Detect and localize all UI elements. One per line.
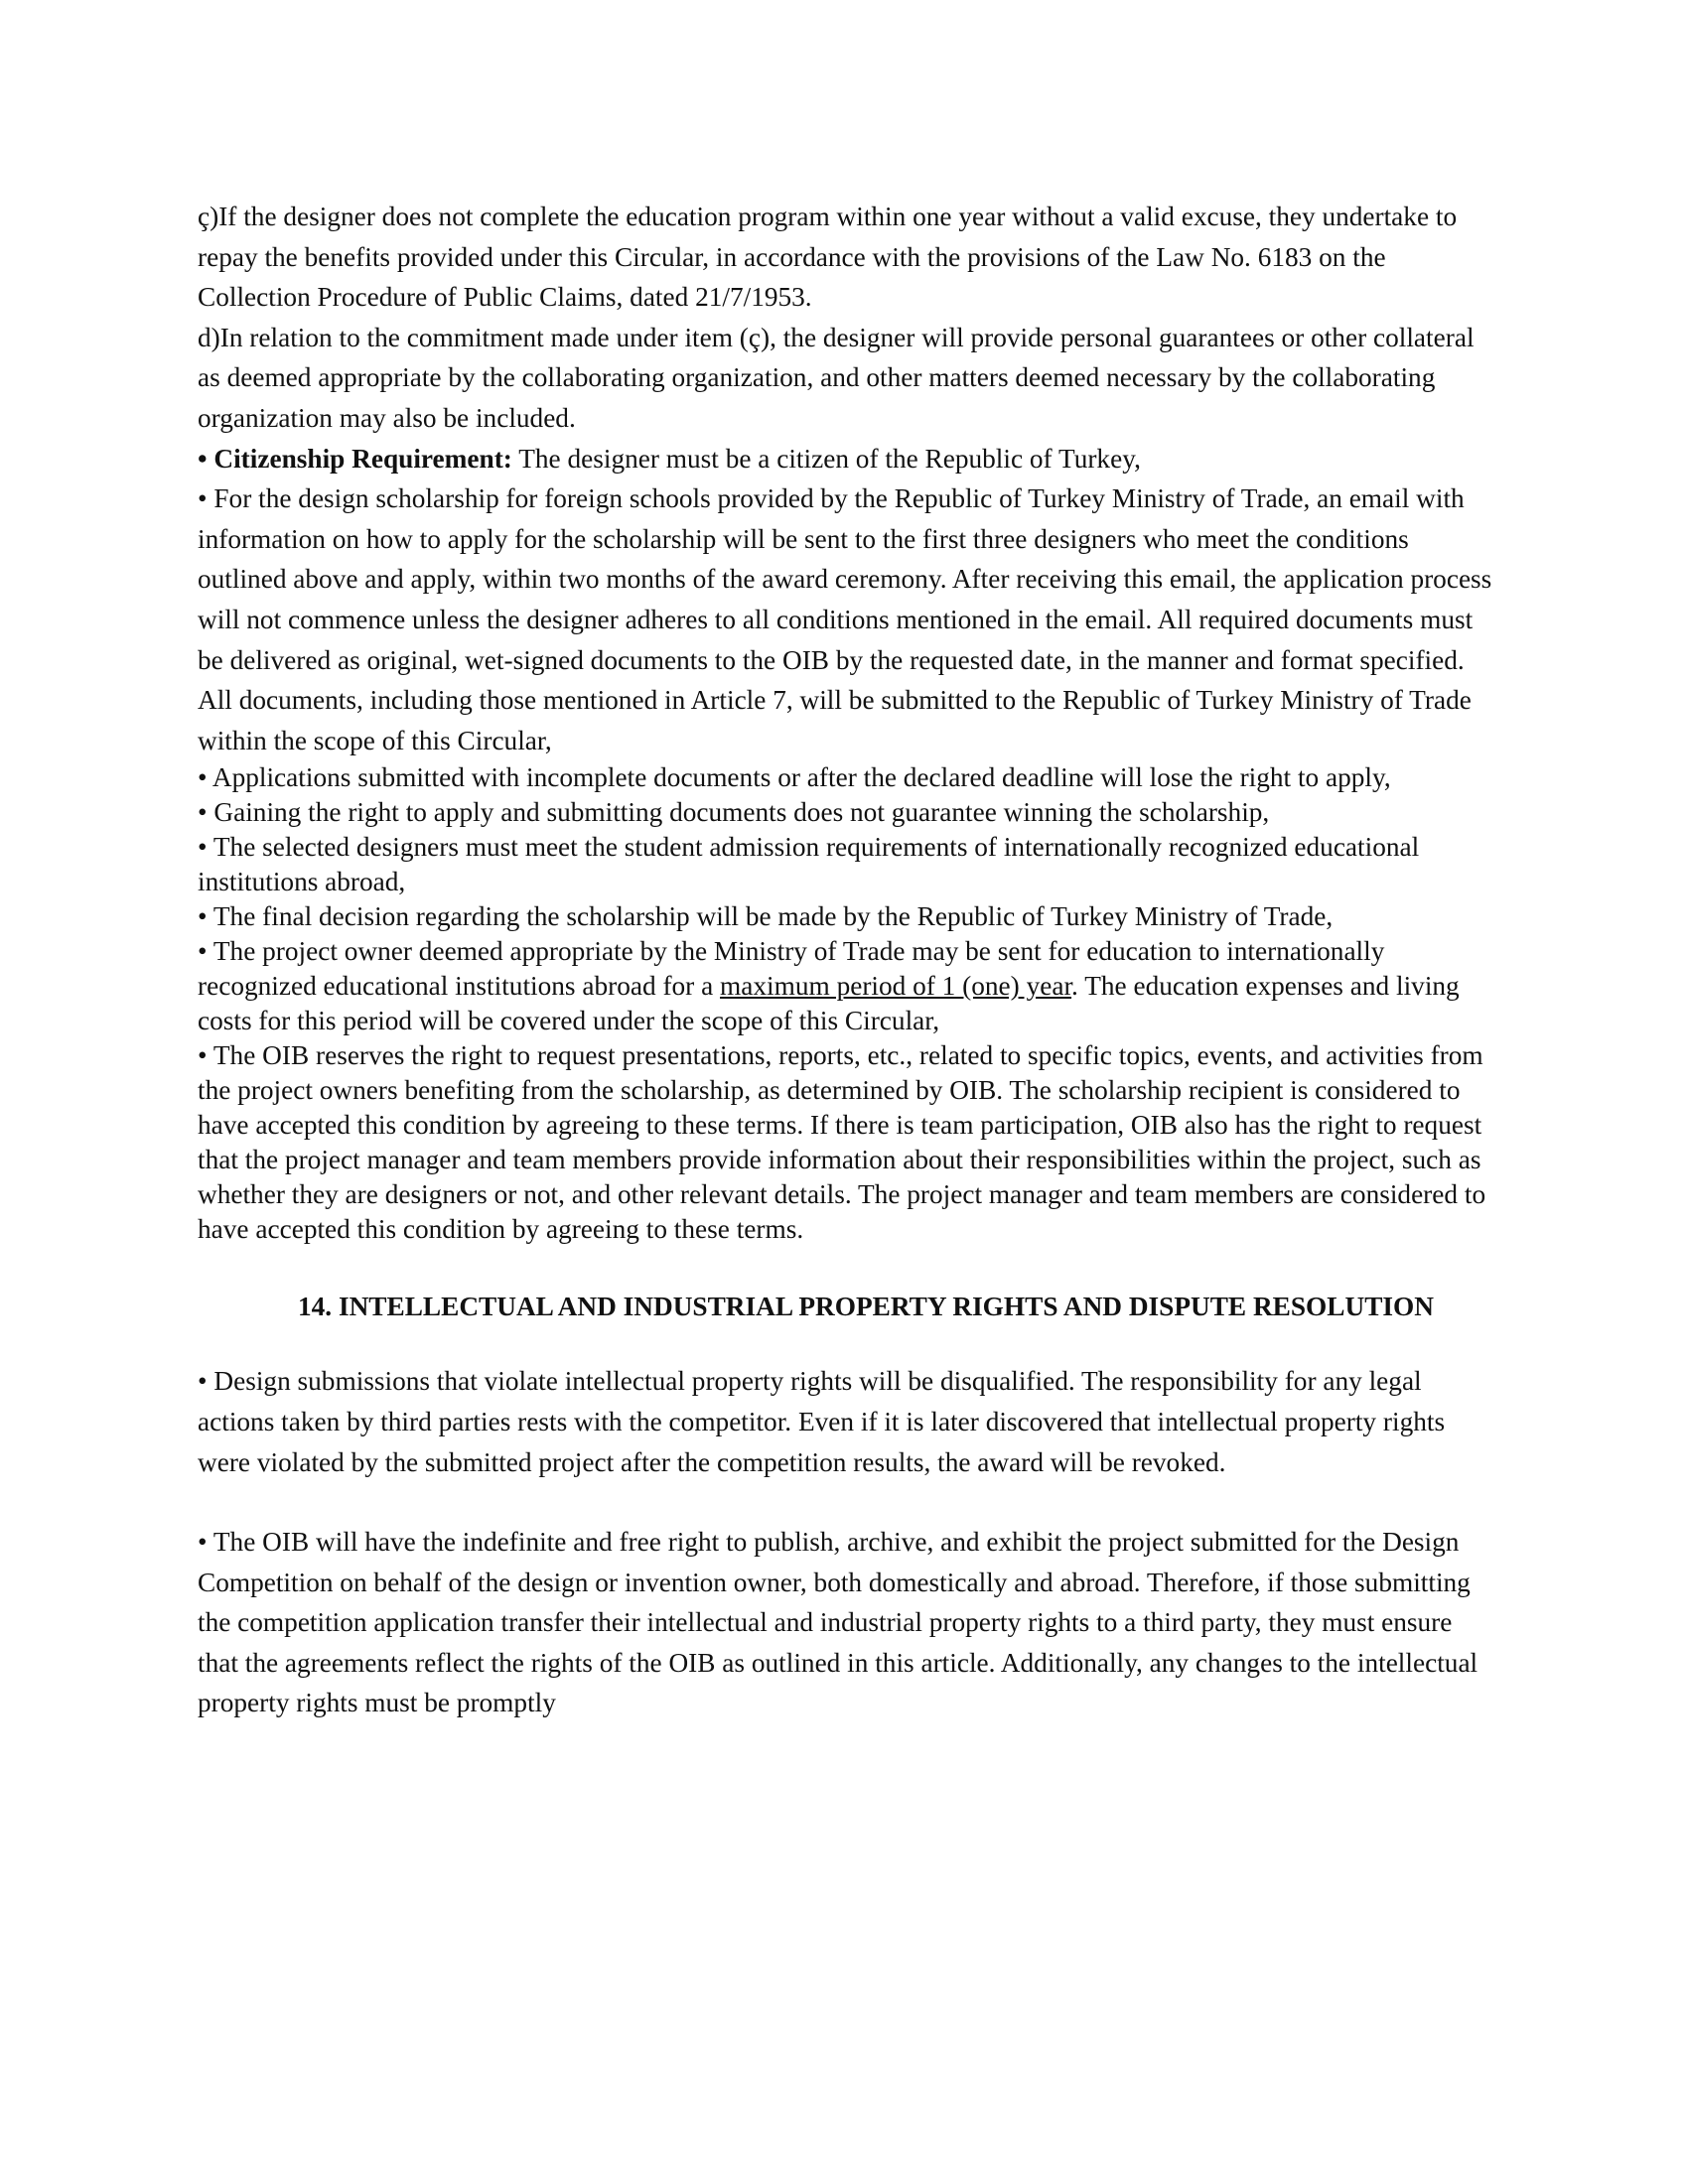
project-owner-text-before: • The project owner deemed appropriate by the Ministry of Trade may be sent for education to internationally recognized educational institutions abroad for a <box>198 936 1385 1002</box>
section-14-heading: 14. INTELLECTUAL AND INDUSTRIAL PROPERTY RIGHTS AND DISPUTE RESOLUTION <box>298 1292 1434 1322</box>
bullet-no-guarantee: • Gaining the right to apply and submitting documents does not guarantee winning the scholarship, <box>198 797 1270 828</box>
paragraph-citizenship-requirement <box>198 439 1492 479</box>
paragraph-guarantees: d)In relation to the commitment made under item (ç), the designer will provide personal guarantees or other collateral as deemed appropriate by the collaborating organization, and other matters deemed necessary by the collaborating organization may also be included. <box>198 322 1475 433</box>
bullet-incomplete-documents: • Applications submitted with incomplete documents or after the declared deadline will lose the right to apply, <box>198 762 1391 793</box>
paragraph-scholarship-email: • For the design scholarship for foreign schools provided by the Republic of Turkey Ministry of Trade, an email with information on how to apply for the scholarship will be sent to the first three designers who meet the conditions outlined above and apply, within two months of the award ceremony. After receiving this email, the application process will not commence unless the designer adheres to all conditions mentioned in the email. All required documents must be delivered as original, wet-signed documents to the OIB by the requested date, in the manner and format specified. All documents, including those mentioned in Article 7, will be submitted to the Republic of Turkey Ministry of Trade within the scope of this Circular, <box>198 483 1492 755</box>
bullet-final-decision: • The final decision regarding the scholarship will be made by the Republic of Turkey Ministry of Trade, <box>198 901 1334 932</box>
paragraph-ip-violation: • Design submissions that violate intellectual property rights will be disqualified. The responsibility for any legal actions taken by third parties rests with the competitor. Even if it is later discovered that intellectual property rights were violated by the submitted project after the competition results, the award will be revoked. <box>198 1366 1446 1477</box>
project-owner-text-after: . The education expenses and living costs for this period will be covered under the scope of this Circular, <box>198 971 1460 1036</box>
paragraph-repayment-commitment: ç)If the designer does not complete the education program within one year without a valid excuse, they undertake to repay the benefits provided under this Circular, in accordance with the provisions of the Law No. 6183 on the Collection Procedure of Public Claims, dated 21/7/1953. <box>198 202 1458 313</box>
spacer <box>198 1327 1492 1361</box>
spacer <box>198 1482 1492 1522</box>
citizenship-text: The designer must be a citizen of the Republic of Turkey, <box>511 443 1141 474</box>
spacer <box>198 1247 1492 1287</box>
maximum-period-underlined: maximum period of 1 (one) year <box>720 971 1072 1002</box>
document-page <box>198 197 1492 1723</box>
paragraph-project-owner-education <box>198 934 1492 1038</box>
paragraph-oib-reserves-rights: • The OIB reserves the right to request presentations, reports, etc., related to specific topics, events, and activities from the project owners benefiting from the scholarship, as determined by OIB. The scholarship recipient is considered to have accepted this condition by agreeing to these terms. If there is team participation, OIB also has the right to request that the project manager and team members provide information about their responsibilities within the project, such as whether they are designers or not, and other relevant details. The project manager and team members are considered to have accepted this condition by agreeing to these terms. <box>198 1040 1486 1245</box>
bullet-admission-requirements: • The selected designers must meet the student admission requirements of internationally recognized educational institutions abroad, <box>198 832 1420 897</box>
citizenship-label: • Citizenship Requirement: <box>198 443 512 474</box>
paragraph-oib-publish-rights: • The OIB will have the indefinite and free right to publish, archive, and exhibit the project submitted for the Design Competition on behalf of the design or invention owner, both domestically and abroad. Therefore, if those submitting the competition application transfer their intellectual and industrial property rights to a third party, they must ensure that the agreements reflect the rights of the OIB as outlined in this article. Additionally, any changes to the intellectual property rights must be promptly <box>198 1527 1478 1718</box>
